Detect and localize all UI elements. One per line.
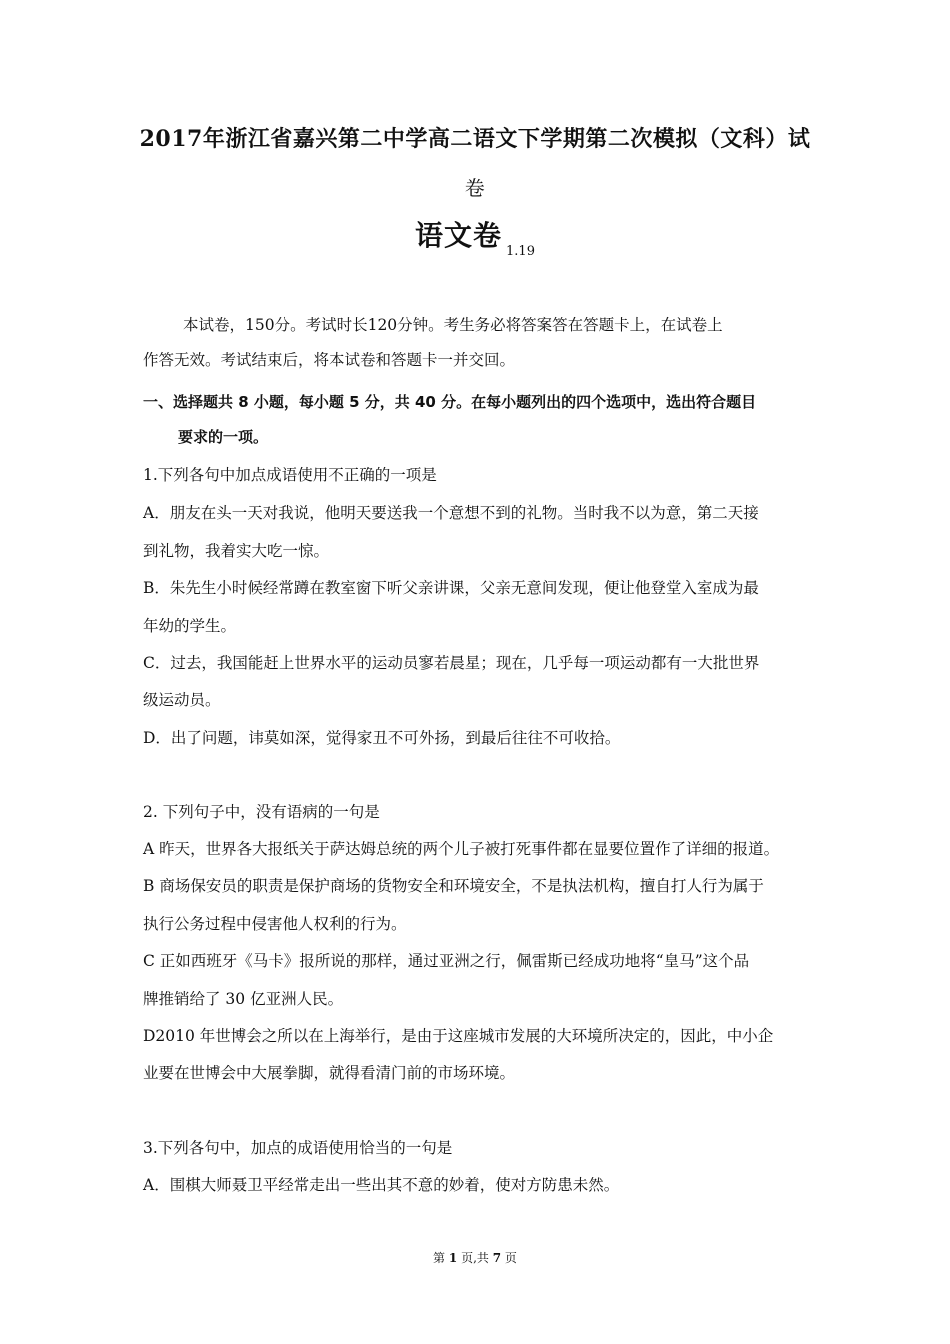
footer-total-pages: 7 [492,1251,502,1265]
subtitle-suffix: 1.19 [506,244,535,259]
q1-stem: 1.下列各句中加点成语使用不正确的一项是 [143,466,437,484]
subtitle-main: 语文卷 [415,219,503,252]
q1-option-c-line2: 级运动员。 [143,691,221,709]
q1-option-d-line1: D．出了问题，讳莫如深，觉得家丑不可外扬，到最后往往不可收拾。 [143,729,621,747]
q2-option-d-line2: 业要在世博会中大展拳脚，就得看清门前的市场环境。 [143,1064,516,1082]
page-footer [0,1249,950,1266]
document-title-line1: 2017年浙江省嘉兴第二中学高二语文下学期第二次模拟（文科）试 [139,126,811,152]
footer-middle: 页,共 [461,1251,489,1265]
section1-heading-line2: 要求的一项。 [178,428,269,446]
q2-option-d-line1: D2010 年世博会之所以在上海举行，是由于这座城市发展的大环境所决定的，因此，中小企 [143,1027,774,1045]
section1-heading-line1: 一、选择题共 8 小题，每小题 5 分，共 40 分。在每小题列出的四个选项中，选出符合题目 [143,393,757,411]
q2-option-c-line1: C 正如西班牙《马卡》报所说的那样，通过亚洲之行，佩雷斯已经成功地将“皇马”这个品 [143,952,750,970]
q1-option-b-line2: 年幼的学生。 [143,617,237,635]
q1-option-a-line1: A．朋友在头一天对我说，他明天要送我一个意想不到的礼物。当时我不以为意，第二天接 [143,504,759,522]
q1-option-a-line2: 到礼物，我着实大吃一惊。 [143,542,330,560]
q2-stem: 2. 下列句子中，没有语病的一句是 [143,803,380,821]
q3-stem: 3.下列各句中，加点的成语使用恰当的一句是 [143,1139,453,1157]
q3-option-a-line1: A．围棋大师聂卫平经常走出一些出其不意的妙着，使对方防患未然。 [143,1176,620,1194]
q2-option-b-line2: 执行公务过程中侵害他人权利的行为。 [143,915,407,933]
footer-prefix: 第 [433,1251,446,1265]
document-title-line2: 卷 [464,176,486,200]
q2-option-a-line1: A 昨天，世界各大报纸关于萨达姆总统的两个儿子被打死事件都在显要位置作了详细的报道。 [143,840,780,858]
subtitle [0,214,950,259]
intro-line2: 作答无效。考试结束后，将本试卷和答题卡一并交回。 [143,351,516,369]
intro-line1: 本试卷，150分。考试时长120分钟。考生务必将答案答在答题卡上，在试卷上 [183,316,723,334]
q1-option-c-line1: C．过去，我国能赶上世界水平的运动员寥若晨星；现在，几乎每一项运动都有一大批世界 [143,654,760,672]
footer-suffix: 页 [504,1251,517,1265]
footer-page-number: 1 [448,1251,458,1265]
q1-option-b-line1: B．朱先生小时候经常蹲在教室窗下听父亲讲课，父亲无意间发现，便让他登堂入室成为最 [143,579,759,597]
q2-option-c-line2: 牌推销给了 30 亿亚洲人民。 [143,990,344,1008]
q2-option-b-line1: B 商场保安员的职责是保护商场的货物安全和环境安全，不是执法机构，擅自打人行为属于 [143,877,764,895]
